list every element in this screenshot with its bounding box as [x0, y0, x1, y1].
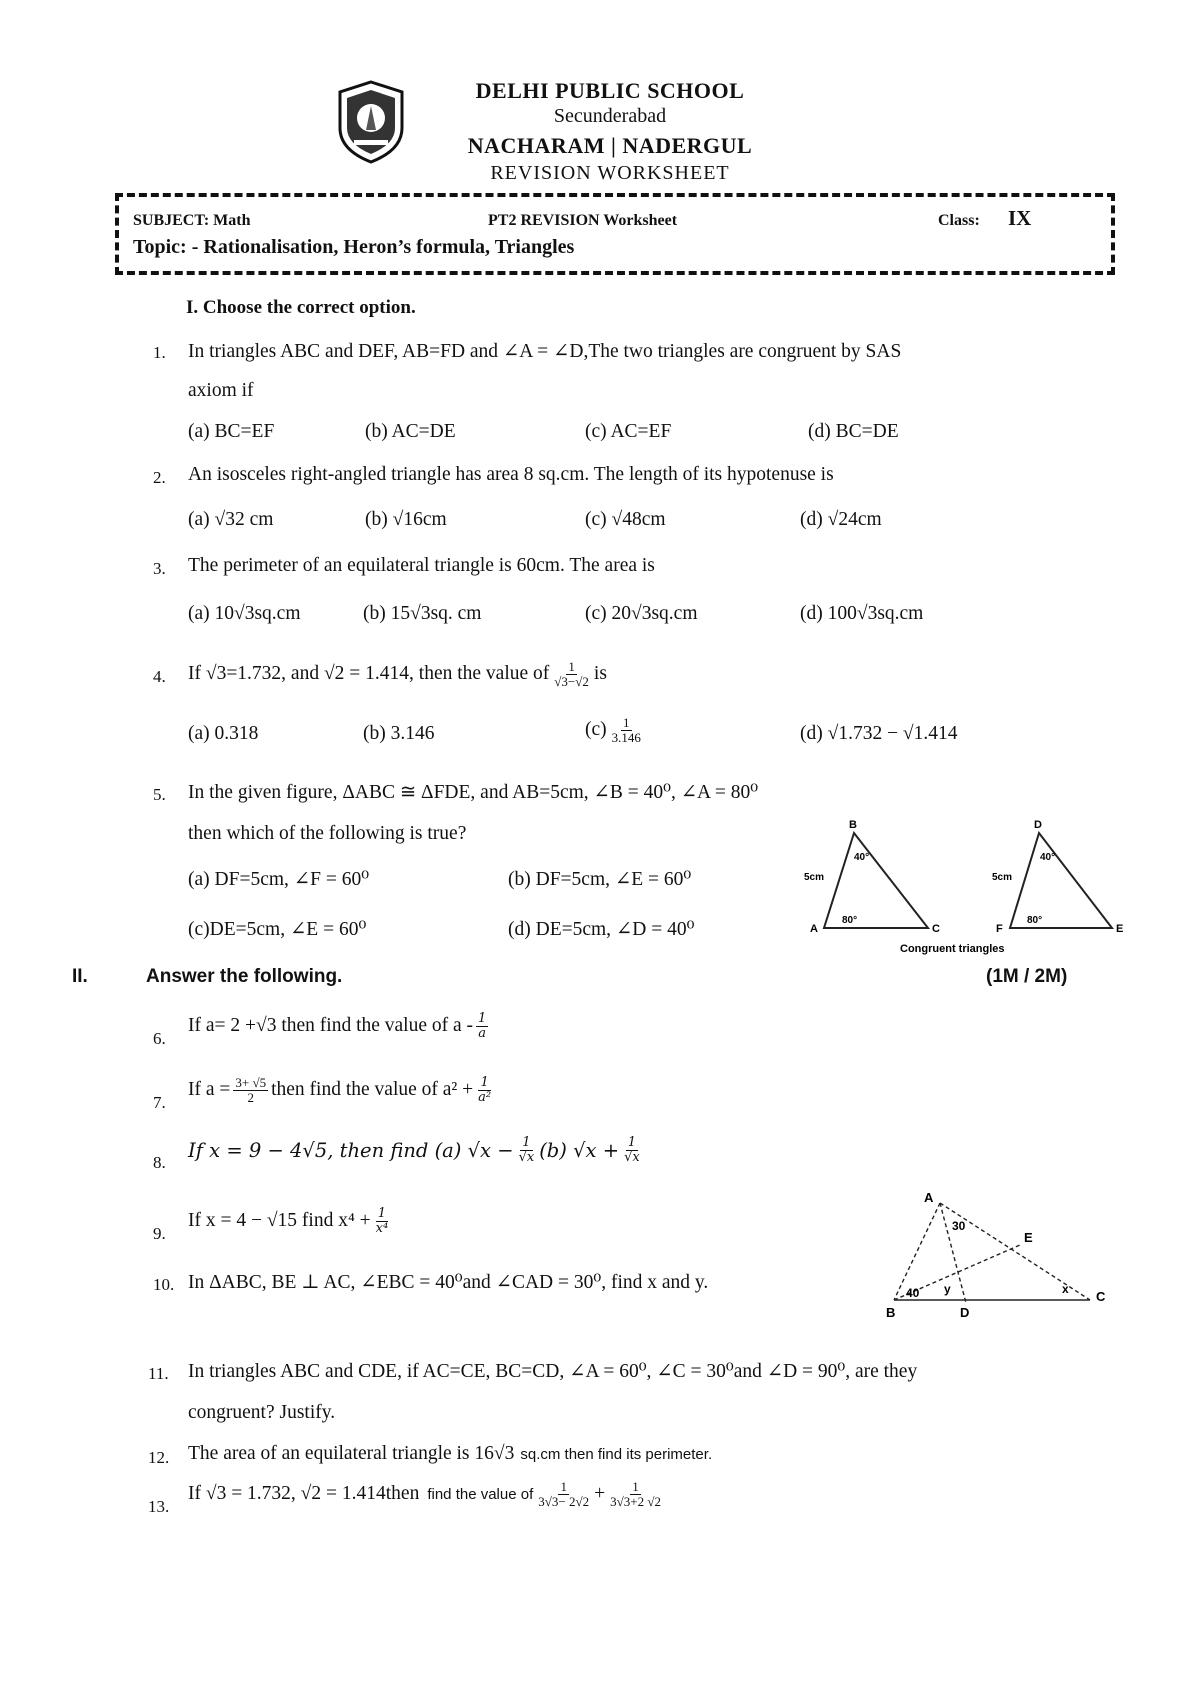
q7-text — [188, 1076, 496, 1104]
q10-x-label: x — [1062, 1282, 1069, 1296]
q8-number: 8. — [153, 1153, 166, 1172]
q5-option-c: (c)DE=5cm, ∠E = 60⁰ — [188, 919, 367, 940]
q10-triangle-figure — [880, 1185, 1120, 1320]
q12-number: 12. — [148, 1448, 170, 1467]
q5-number: 5. — [153, 785, 166, 804]
q8-fraction-2 — [622, 1136, 642, 1164]
q7-fraction-1 — [233, 1076, 268, 1104]
q10-label-a: A — [924, 1190, 934, 1205]
section-2-marks: (1M / 2M) — [986, 966, 1068, 987]
q6-frac-den: a — [478, 1025, 487, 1041]
q4-option-c-den: 3.146 — [611, 729, 641, 745]
q10-angle-b: 40 — [906, 1286, 920, 1300]
q1-text-2: axiom if — [188, 380, 254, 401]
q3-option-d: (d) 100√3sq.cm — [800, 603, 924, 624]
q1-option-a: (a) BC=EF — [188, 421, 275, 442]
q12-text-b: sq.cm then find its perimeter. — [520, 1446, 713, 1463]
q13-plus: + — [594, 1483, 606, 1505]
q8-text — [188, 1136, 645, 1164]
q5-text: In the given figure, ΔABC ≅ ΔFDE, and AB=5cm, ∠B = 40⁰, ∠A = 80⁰ — [188, 782, 759, 803]
q4-option-d: (d) √1.732 − √1.414 — [800, 723, 958, 744]
q9-frac-num: 1 — [377, 1206, 387, 1221]
q7-frac1-den: 2 — [247, 1089, 254, 1105]
t2-top-label: D — [1034, 819, 1042, 831]
q9-fraction — [374, 1207, 391, 1235]
q2-option-c: (c) √48cm — [585, 509, 666, 530]
t2-top-angle: 40° — [1040, 852, 1056, 863]
q8-frac2-num: 1 — [627, 1135, 637, 1150]
q10-angle-a: 30 — [952, 1219, 966, 1233]
q4-option-a: (a) 0.318 — [188, 723, 259, 744]
q2-option-a: (a) √32 cm — [188, 509, 274, 530]
t2-side-label: 5cm — [992, 872, 1013, 883]
q10-text: In ΔABC, BE ⊥ AC, ∠EBC = 40⁰and ∠CAD = 30⁰, find x and y. — [188, 1272, 709, 1293]
q1-text: In triangles ABC and DEF, AB=FD and ∠A = ∠D,The two triangles are congruent by SAS — [188, 341, 902, 362]
q9-text — [188, 1207, 393, 1235]
section-2-number: II. — [72, 966, 88, 987]
q6-number: 6. — [153, 1029, 166, 1048]
q4-option-c-label: (c) — [585, 719, 607, 741]
subject-label: SUBJECT: Math — [133, 212, 251, 229]
q2-number: 2. — [153, 468, 166, 487]
q13-fraction-2 — [608, 1480, 663, 1508]
q3-option-a: (a) 10√3sq.cm — [188, 603, 301, 624]
q5-option-a: (a) DF=5cm, ∠F = 60⁰ — [188, 869, 370, 890]
q4-number: 4. — [153, 667, 166, 686]
t1-left-label: A — [810, 923, 818, 935]
q13-text — [188, 1480, 666, 1508]
q11-text-2: congruent? Justify. — [188, 1402, 336, 1423]
q8-frac2-den: √x — [624, 1149, 640, 1165]
q8-text-b: (b) √x + — [539, 1138, 620, 1162]
q4-text-a: If √3=1.732, and √2 = 1.414, then the value of — [188, 663, 550, 685]
q8-frac1-den: √x — [518, 1149, 535, 1165]
q12-text-a: The area of an equilateral triangle is 16√3 — [188, 1443, 515, 1464]
t2-left-angle: 80° — [1027, 915, 1043, 926]
q9-frac-den: x⁴ — [375, 1220, 389, 1236]
class-value: IX — [1008, 206, 1032, 230]
t1-side-label: 5cm — [804, 872, 825, 883]
q13-frac2-num: 1 — [632, 1479, 639, 1494]
q4-fraction-num: 1 — [568, 659, 575, 674]
triangle-fde — [992, 819, 1123, 935]
t1-top-label: B — [849, 819, 857, 831]
class-label: Class: — [938, 212, 980, 229]
q13-number: 13. — [148, 1497, 170, 1516]
q4-option-c-num: 1 — [623, 715, 630, 730]
q11-text: In triangles ABC and CDE, if AC=CE, BC=CD, ∠A = 60⁰, ∠C = 30⁰and ∠D = 90⁰, are they — [188, 1361, 918, 1382]
q10-label-c: C — [1096, 1289, 1106, 1304]
q1-option-c: (c) AC=EF — [585, 421, 672, 442]
school-name: DELHI PUBLIC SCHOOL — [475, 78, 745, 103]
q5-option-d: (d) DE=5cm, ∠D = 40⁰ — [508, 919, 695, 940]
q7-text-a: If a = — [188, 1079, 231, 1101]
info-box — [115, 193, 1115, 275]
q10-y-label: y — [944, 1282, 951, 1296]
q10-number: 10. — [153, 1275, 175, 1294]
q4-text-b: is — [593, 663, 607, 685]
t2-right-label: E — [1116, 923, 1124, 935]
t1-top-angle: 40° — [854, 852, 870, 863]
q4-text — [188, 660, 607, 688]
q7-number: 7. — [153, 1093, 166, 1112]
q8-text-a: If x = 9 − 4√5, then find (a) √x − — [188, 1138, 514, 1162]
school-city: Secunderabad — [553, 105, 667, 127]
q3-option-b: (b) 15√3sq. cm — [363, 603, 482, 624]
q7-fraction-2 — [476, 1076, 493, 1104]
school-branch: NACHARAM | NADERGUL — [467, 133, 753, 158]
q2-option-d: (d) √24cm — [800, 509, 882, 530]
q4-option-c — [585, 716, 646, 744]
q13-text-b: find the value of — [427, 1485, 534, 1503]
section-2-title: Answer the following. — [146, 966, 343, 987]
q4-fraction-den: √3−√2 — [554, 673, 589, 689]
section-1-title: I. Choose the correct option. — [186, 297, 416, 318]
q1-option-b: (b) AC=DE — [365, 421, 456, 442]
topic-line: Topic: - Rationalisation, Heron’s formula, Triangles — [133, 236, 575, 258]
q13-frac1-den: 3√3− 2√2 — [538, 1493, 590, 1509]
q1-option-d: (d) BC=DE — [808, 421, 899, 442]
q11-number: 11. — [148, 1364, 169, 1383]
worksheet-title: REVISION WORKSHEET — [490, 162, 730, 184]
q1-number: 1. — [153, 343, 166, 362]
q6-fraction — [476, 1012, 488, 1040]
q4-option-c-fraction — [610, 716, 643, 744]
t1-right-label: C — [932, 923, 940, 935]
q3-text: The perimeter of an equilateral triangle is 60cm. The area is — [188, 555, 655, 576]
q6-text-a: If a= 2 +√3 then find the value of a - — [188, 1015, 474, 1037]
t2-left-label: F — [996, 923, 1003, 935]
q9-text-a: If x = 4 − √15 find x⁴ + — [188, 1210, 371, 1232]
q13-frac2-den: 3√3+2 √2 — [610, 1493, 661, 1509]
q3-number: 3. — [153, 559, 166, 578]
q2-option-b: (b) √16cm — [365, 509, 447, 530]
q13-text-a: If √3 = 1.732, √2 = 1.414then — [188, 1483, 420, 1505]
q10-label-e: E — [1024, 1230, 1033, 1245]
q10-label-b: B — [886, 1305, 896, 1320]
q2-text: An isosceles right-angled triangle has area 8 sq.cm. The length of its hypotenuse is — [188, 464, 834, 485]
q12-text — [188, 1443, 712, 1465]
q7-frac2-num: 1 — [480, 1075, 489, 1090]
q7-frac2-den: a² — [478, 1089, 492, 1105]
q4-fraction — [552, 660, 591, 688]
q13-frac1-num: 1 — [560, 1479, 567, 1494]
q10-label-d: D — [960, 1305, 970, 1320]
q6-frac-num: 1 — [478, 1011, 487, 1026]
triangle-abc — [804, 819, 940, 935]
q4-option-b: (b) 3.146 — [363, 723, 435, 744]
worksheet-label: PT2 REVISION Worksheet — [488, 212, 678, 229]
q8-frac1-num: 1 — [522, 1135, 531, 1150]
figure-caption: Congruent triangles — [900, 943, 1005, 955]
q8-fraction-1 — [517, 1136, 537, 1164]
q3-option-c: (c) 20√3sq.cm — [585, 603, 698, 624]
q9-number: 9. — [153, 1224, 166, 1243]
q5-option-b: (b) DF=5cm, ∠E = 60⁰ — [508, 869, 692, 890]
q5-text-2: then which of the following is true? — [188, 823, 467, 844]
congruent-triangles-figure — [800, 815, 1140, 955]
q6-text — [188, 1012, 491, 1040]
t1-left-angle: 80° — [842, 915, 858, 926]
q13-fraction-1 — [536, 1480, 591, 1508]
q7-text-b: then find the value of a² + — [271, 1079, 474, 1101]
q7-frac1-num: 3+ √5 — [235, 1075, 267, 1090]
